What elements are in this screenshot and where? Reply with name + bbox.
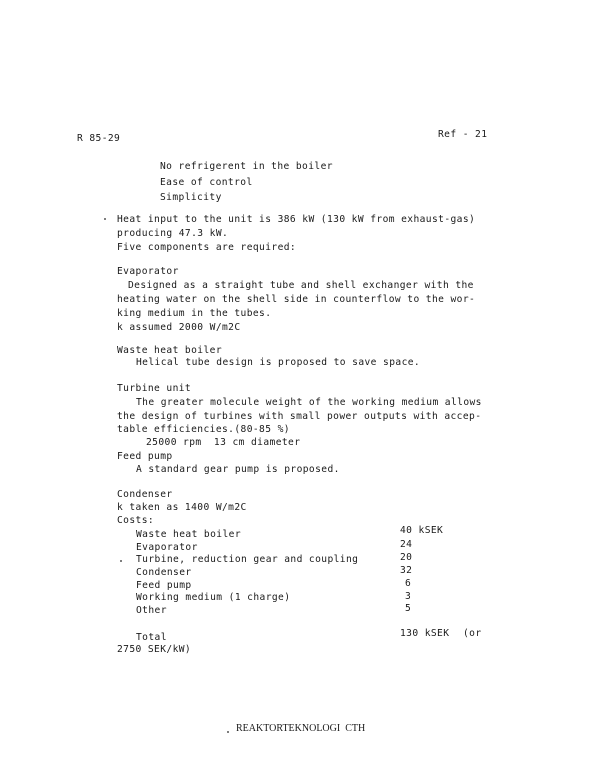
turbine-line: The greater molecule weight of the working medium allows	[136, 397, 482, 408]
evaporator-line: king medium in the tubes.	[117, 308, 272, 319]
section-title-feed-pump: Feed pump	[117, 451, 173, 462]
total-note: (or	[463, 628, 482, 639]
cost-label: Evaporator	[136, 542, 198, 553]
cost-value: 40 kSEK	[400, 525, 444, 536]
bullet-mark	[104, 218, 106, 220]
cost-value: 5	[405, 603, 412, 614]
section-title-evaporator: Evaporator	[117, 266, 179, 277]
total-label: Total	[136, 632, 167, 643]
intro-line: Heat input to the unit is 386 kW (130 kW from exhaust-gas)	[117, 214, 476, 225]
cost-value: 24	[400, 539, 413, 550]
page-reference: Ref - 21	[438, 129, 488, 140]
report-number: R 85-29	[77, 133, 121, 144]
section-title-waste-heat-boiler: Waste heat boiler	[117, 345, 222, 356]
stray-mark	[227, 731, 229, 733]
costs-title: Costs:	[117, 515, 155, 526]
total-value: 130 kSEK	[400, 628, 450, 639]
footer-institution: REAKTORTEKNOLOGI CTH	[236, 723, 366, 734]
cost-label: Turbine, reduction gear and coupling	[136, 554, 359, 565]
evaporator-line: k assumed 2000 W/m2C	[117, 322, 241, 333]
cost-label: Feed pump	[136, 580, 192, 591]
cost-value: 32	[400, 565, 413, 576]
turbine-line: the design of turbines with small power outputs with accep-	[117, 411, 482, 422]
waste-heat-boiler-line: Helical tube design is proposed to save space.	[136, 357, 421, 368]
intro-line: producing 47.3 kW.	[117, 228, 229, 239]
cost-label: Condenser	[136, 567, 192, 578]
evaporator-line: Designed as a straight tube and shell exchanger with the	[128, 280, 474, 291]
advantage-item: Ease of control	[160, 177, 253, 188]
cost-value: 20	[400, 552, 413, 563]
turbine-line: table efficiencies.(80-85 %)	[117, 424, 290, 435]
advantage-item: Simplicity	[160, 192, 222, 203]
stray-mark	[120, 560, 122, 562]
intro-line: Five components are required:	[117, 242, 297, 253]
cost-label: Working medium (1 charge)	[136, 592, 291, 603]
section-title-condenser: Condenser	[117, 489, 173, 500]
condenser-line: k taken as 1400 W/m2C	[117, 502, 247, 513]
turbine-line: 25000 rpm 13 cm diameter	[146, 437, 301, 448]
cost-value: 3	[405, 591, 412, 602]
advantage-item: No refrigerent in the boiler	[160, 161, 333, 172]
cost-label: Other	[136, 605, 167, 616]
section-title-turbine: Turbine unit	[117, 383, 192, 394]
cost-label: Waste heat boiler	[136, 529, 241, 540]
cost-value: 6	[405, 578, 412, 589]
evaporator-line: heating water on the shell side in counterflow to the wor-	[117, 294, 476, 305]
total-per-kw: 2750 SEK/kW)	[117, 644, 192, 655]
feed-pump-line: A standard gear pump is proposed.	[136, 464, 340, 475]
